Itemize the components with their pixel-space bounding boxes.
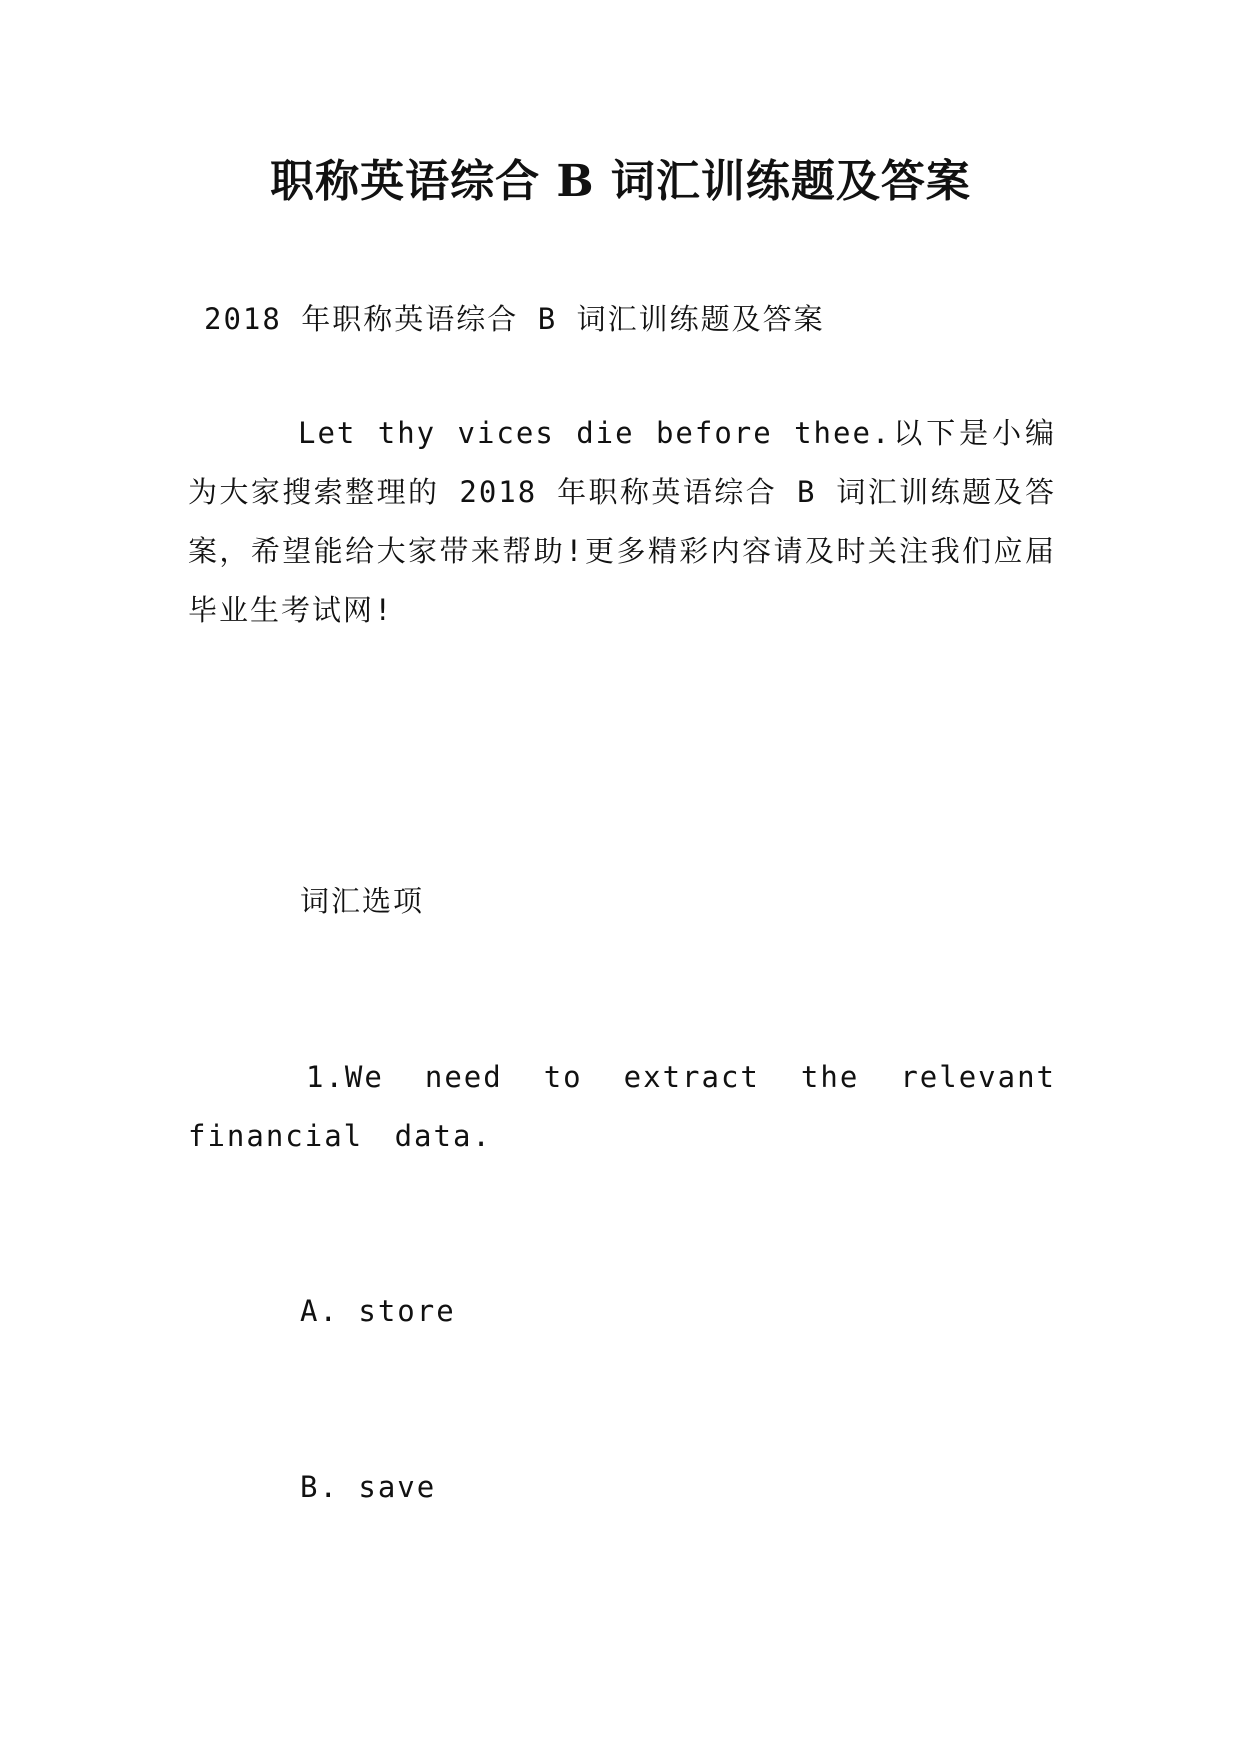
intro-paragraph: Let thy vices die before thee.以下是小编为大家搜索整理的 2018 年职称英语综合 B 词汇训练题及答案，希望能给大家带来帮助!更多精彩内容请及时关注我们应届毕业生考试网!	[188, 416, 1056, 627]
section-heading: 词汇选项	[300, 884, 425, 918]
subtitle: 2018 年职称英语综合 B 词汇训练题及答案	[204, 302, 825, 336]
question-text: 1.We need to extract the relevant financial data.	[188, 1060, 1056, 1153]
page-title: 职称英语综合 B 词汇训练题及答案	[270, 156, 971, 207]
option-a: A. store	[300, 1294, 456, 1328]
option-b: B. save	[300, 1470, 437, 1504]
